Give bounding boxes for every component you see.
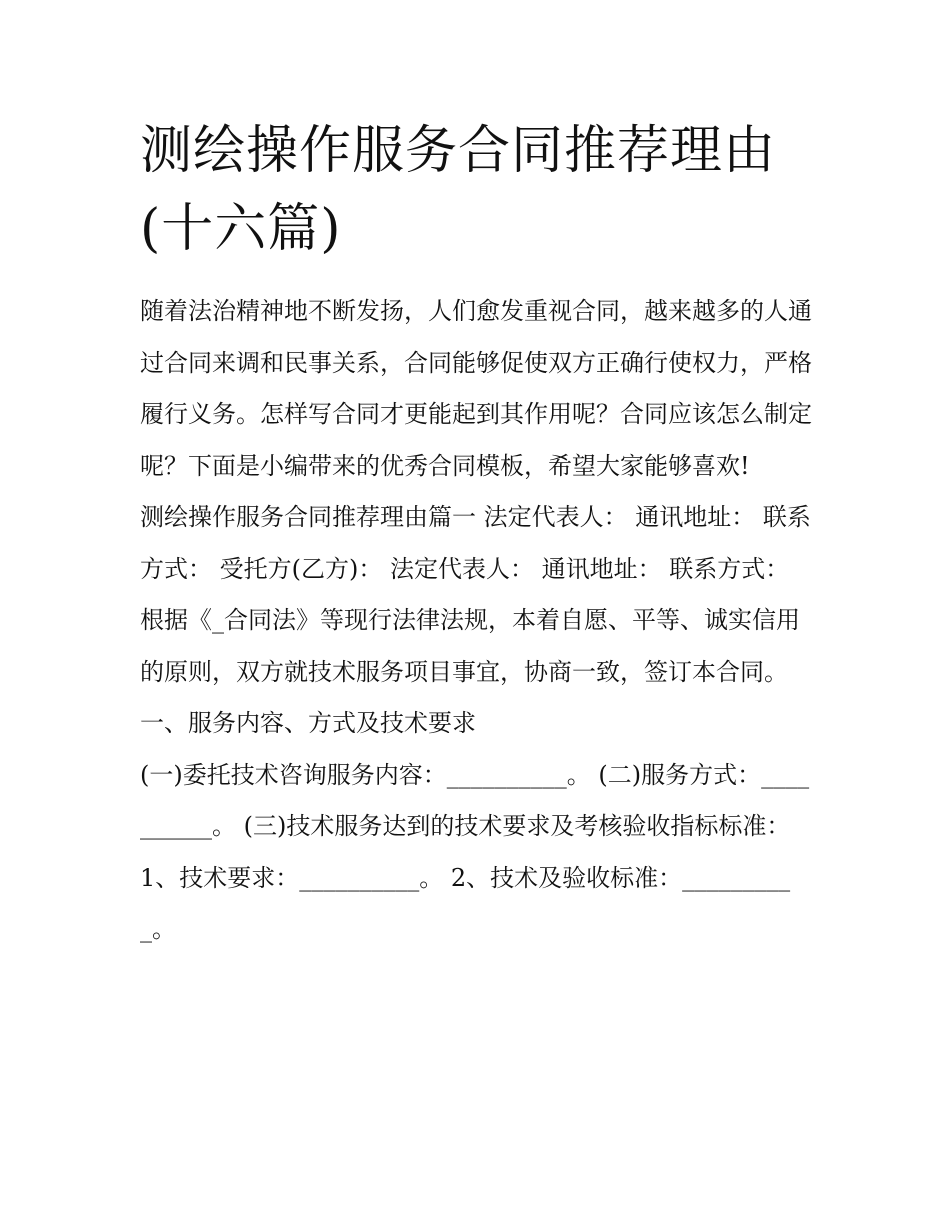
legal-basis-paragraph: 根据《_合同法》等现行法律法规，本着自愿、平等、诚实信用的原则，双方就技术服务项目事宜，协商一致，签订本合同。 一、服务内容、方式及技术要求 <box>140 606 800 737</box>
party-info-paragraph: 测绘操作服务合同推荐理由篇一 法定代表人： 通讯地址： 联系方式： 受托方(乙方)： 法定代表人： 通讯地址： 联系方式： <box>140 503 811 583</box>
document-title: 测绘操作服务合同推荐理由(十六篇) <box>140 121 777 259</box>
intro-paragraph: 随着法治精神地不断发扬，人们愈发重视合同，越来越多的人通过合同来调和民事关系，合同能够促使双方正确行使权力，严格履行义务。怎样写合同才更能起到其作用呢？合同应该怎么制定呢？下面是小编带来的优秀合同模板，希望大家能够喜欢! <box>140 297 812 480</box>
document-page <box>140 112 812 956</box>
service-content-paragraph: (一)委托技术咨询服务内容：__________。 (二)服务方式：__________。 (三)技术服务达到的技术要求及考核验收指标标准： <box>140 760 810 840</box>
technical-requirements-paragraph: 1、技术要求：__________。 2、技术及验收标准：__________。 <box>140 863 791 943</box>
